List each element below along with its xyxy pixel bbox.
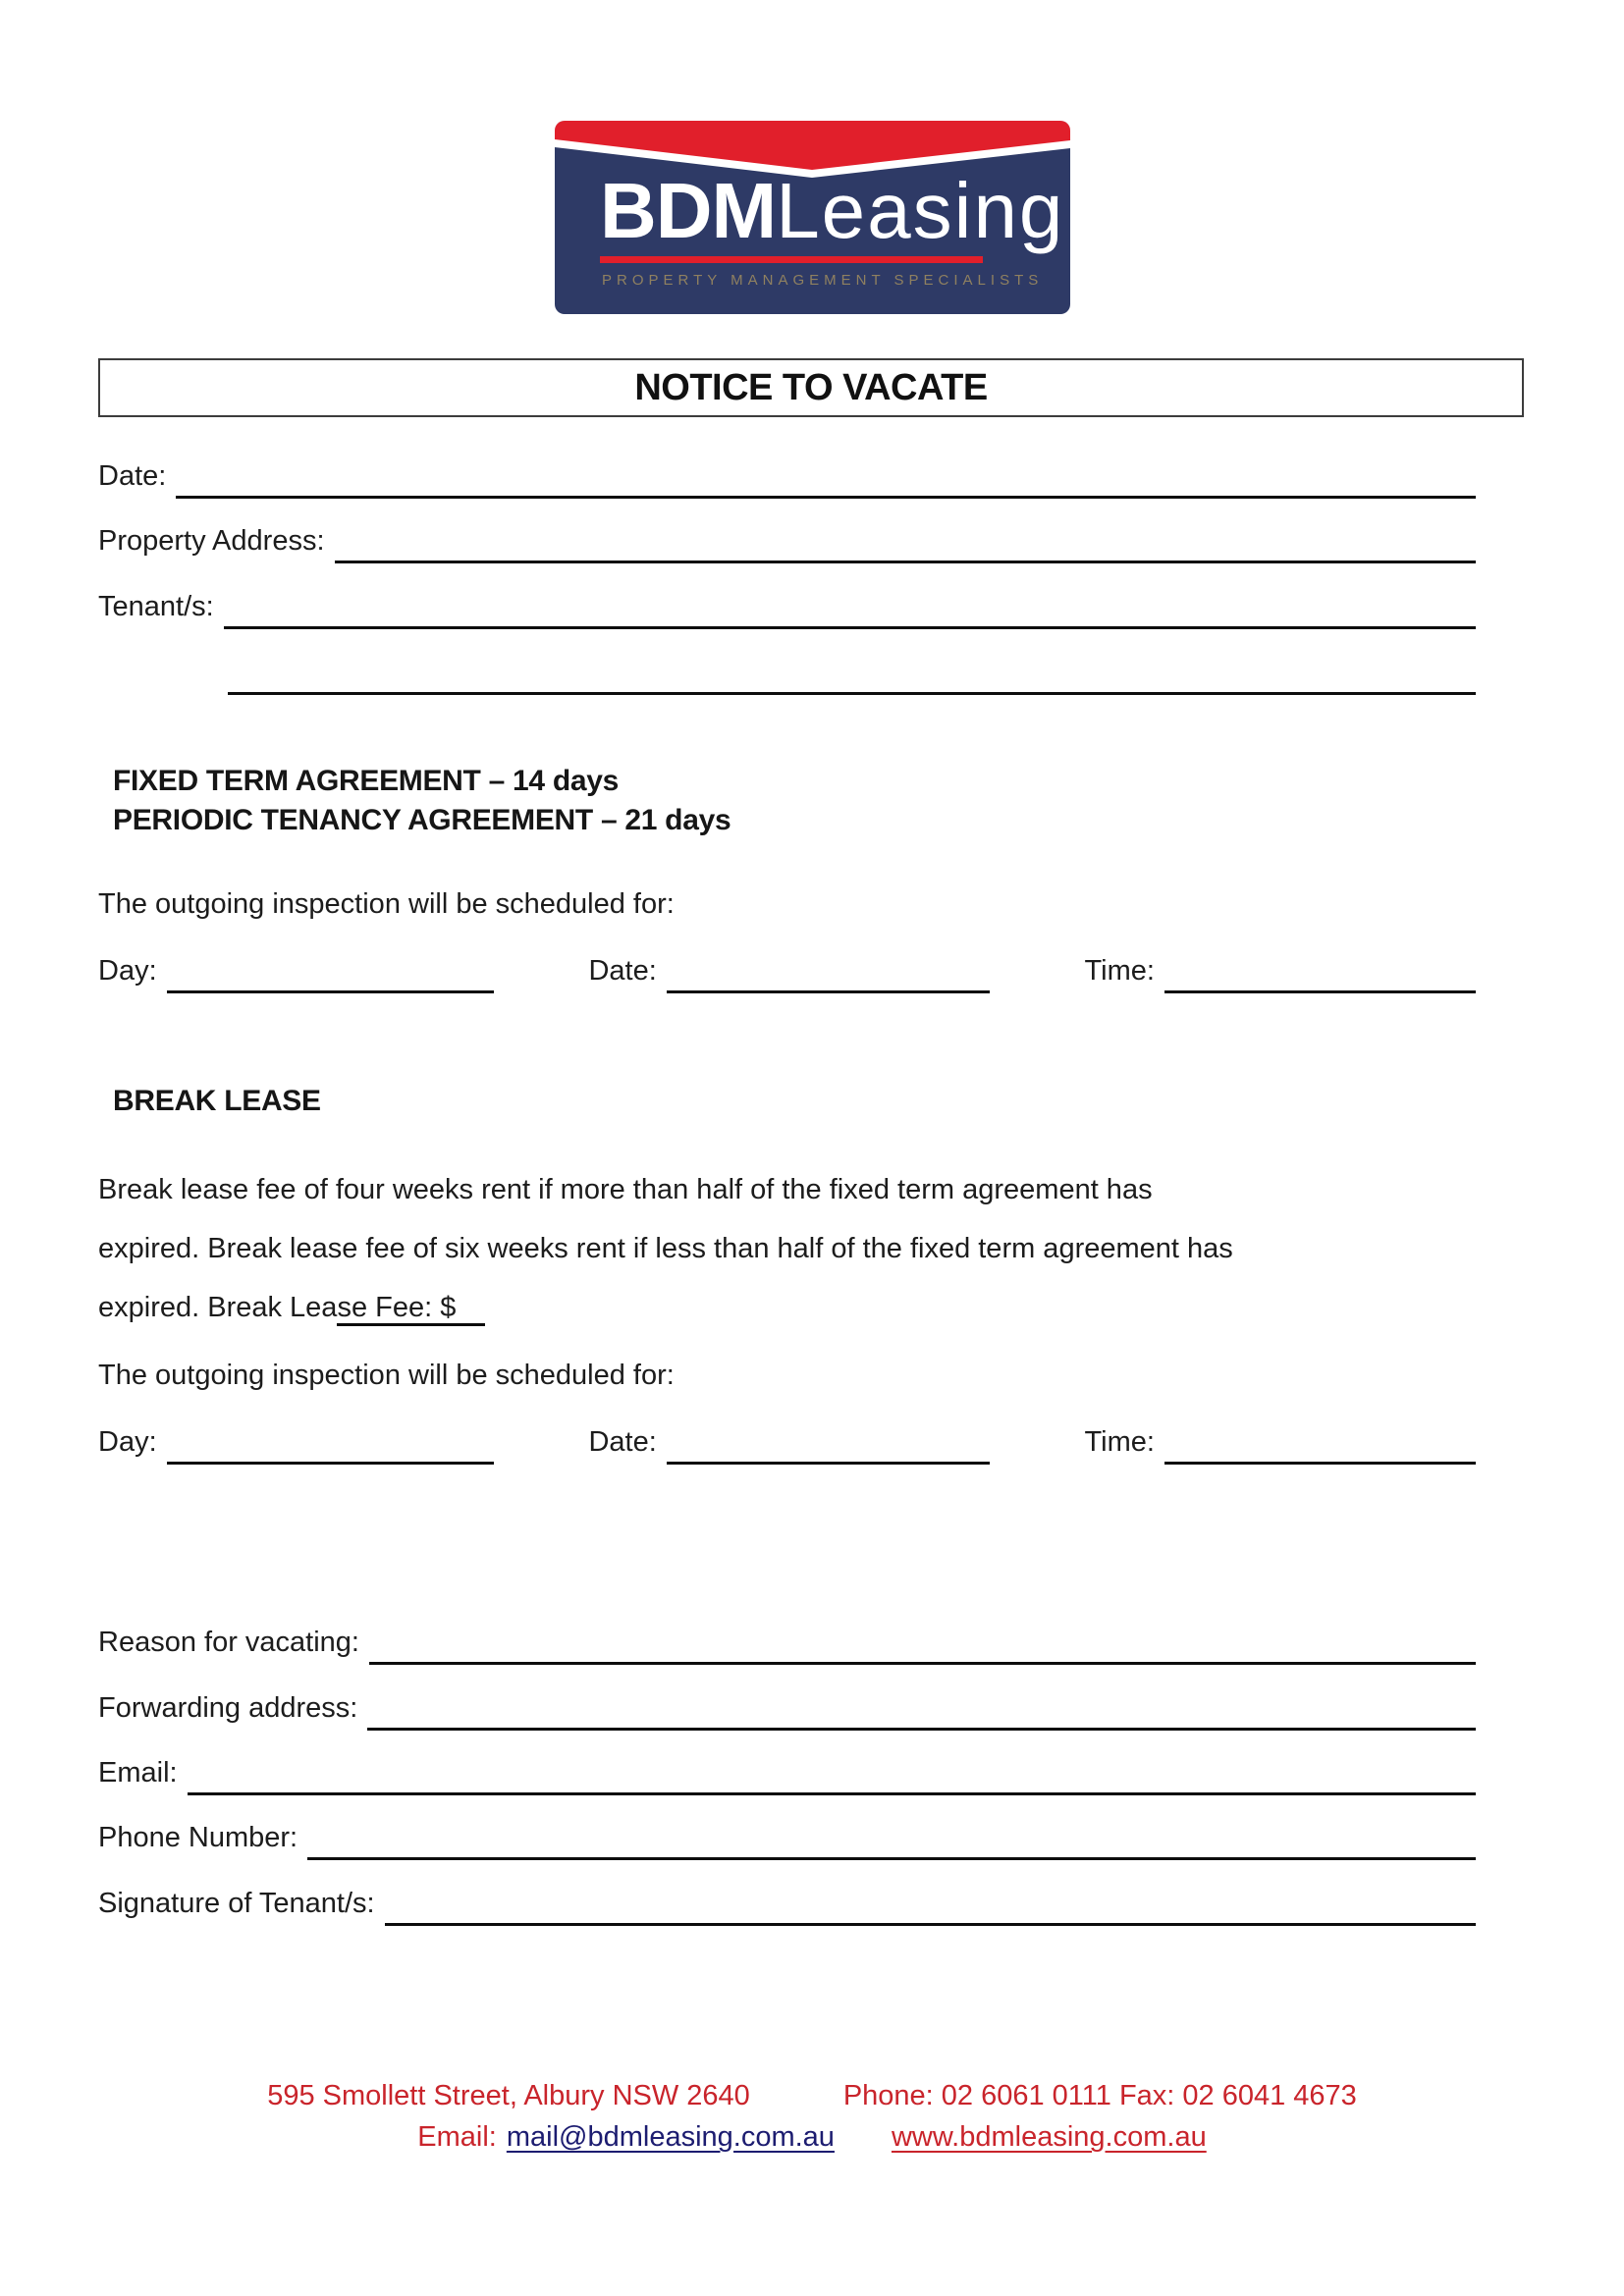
date-label: Date: <box>588 1426 657 1458</box>
time-input-line-1[interactable] <box>1164 948 1476 993</box>
date-field-1 <box>588 948 989 993</box>
break-lease-heading: BREAK LEASE <box>113 1085 321 1117</box>
date-input-line[interactable] <box>176 454 1476 499</box>
inspection-intro-1: The outgoing inspection will be scheduled for: <box>98 888 675 920</box>
forwarding-field-row <box>98 1685 1476 1731</box>
inspection-intro-2: The outgoing inspection will be scheduled for: <box>98 1360 675 1391</box>
break-lease-paragraph-line-3 <box>98 1286 485 1329</box>
email-field-row <box>98 1750 1476 1795</box>
footer-links-line <box>0 2116 1624 2158</box>
tenants-continuation-row <box>228 650 1476 695</box>
time-label: Time: <box>1084 955 1155 987</box>
date-field-2 <box>588 1419 989 1465</box>
reason-field-row <box>98 1620 1476 1665</box>
forwarding-label: Forwarding address: <box>98 1692 358 1724</box>
property-address-field-row <box>98 518 1476 563</box>
day-label: Day: <box>98 955 157 987</box>
day-label: Day: <box>98 1426 157 1458</box>
time-field-1 <box>1085 948 1476 993</box>
email-input-line[interactable] <box>188 1750 1476 1795</box>
website-link[interactable]: www.bdmleasing.com.au <box>891 2121 1207 2153</box>
tenants-field-row <box>98 584 1476 629</box>
break-lease-paragraph-line-1: Break lease fee of four weeks rent if more than half of the fixed term agreement has <box>98 1174 1153 1205</box>
break-lease-paragraph-line-2: expired. Break lease fee of six weeks rent if less than half of the fixed term agreement has <box>98 1233 1233 1264</box>
day-field-2 <box>98 1419 494 1465</box>
break-lease-fee-text: expired. Break Lea <box>98 1292 338 1323</box>
date-label: Date: <box>98 460 167 492</box>
signature-input-line[interactable] <box>385 1881 1476 1926</box>
reason-input-line[interactable] <box>369 1620 1476 1665</box>
page-title: NOTICE TO VACATE <box>634 366 988 408</box>
property-address-input-line[interactable] <box>335 518 1477 563</box>
logo-text-bdm: BDM <box>600 167 777 254</box>
time-label: Time: <box>1084 1426 1155 1458</box>
reason-label: Reason for vacating: <box>98 1627 359 1658</box>
time-field-2 <box>1085 1419 1476 1465</box>
phone-input-line[interactable] <box>307 1815 1476 1860</box>
email-link[interactable]: mail@bdmleasing.com.au <box>506 2121 835 2153</box>
signature-label: Signature of Tenant/s: <box>98 1888 375 1919</box>
phone-field-row <box>98 1815 1476 1860</box>
date-label: Date: <box>588 955 657 987</box>
tenants-label: Tenant/s: <box>98 591 214 622</box>
day-field-1 <box>98 948 494 993</box>
property-address-label: Property Address: <box>98 525 325 557</box>
date-input-line-1[interactable] <box>667 948 990 993</box>
footer-address-line <box>0 2075 1624 2116</box>
logo-wordmark <box>600 167 1065 254</box>
inspection-schedule-row-1 <box>98 948 1476 993</box>
periodic-tenancy-heading: PERIODIC TENANCY AGREEMENT – 21 days <box>113 804 731 836</box>
phone-label: Phone Number: <box>98 1822 298 1853</box>
footer-email-label: Email: <box>417 2121 497 2153</box>
signature-field-row <box>98 1881 1476 1926</box>
footer-street-address: 595 Smollett Street, Albury NSW 2640 <box>267 2080 750 2111</box>
tenants-input-line[interactable] <box>224 584 1476 629</box>
forwarding-input-line[interactable] <box>367 1685 1476 1731</box>
tenants-input-line-2[interactable] <box>228 650 1476 695</box>
date-field-row <box>98 454 1476 499</box>
day-input-line-2[interactable] <box>167 1419 494 1465</box>
break-lease-fee-input-line[interactable]: se Fee: $ <box>337 1292 485 1326</box>
title-box <box>98 358 1524 417</box>
bdm-leasing-logo <box>555 121 1070 314</box>
date-input-line-2[interactable] <box>667 1419 990 1465</box>
logo-text-leasing: Leasing <box>776 167 1065 254</box>
day-input-line-1[interactable] <box>167 948 494 993</box>
footer-phone-fax: Phone: 02 6061 0111 Fax: 02 6041 4673 <box>842 2080 1357 2111</box>
fixed-term-agreement-heading: FIXED TERM AGREEMENT – 14 days <box>113 765 620 797</box>
email-label: Email: <box>98 1757 178 1789</box>
time-input-line-2[interactable] <box>1164 1419 1476 1465</box>
logo-red-underline <box>600 256 983 263</box>
logo-tagline: PROPERTY MANAGEMENT SPECIALISTS <box>602 272 1044 289</box>
footer-email-group <box>417 2116 835 2158</box>
inspection-schedule-row-2 <box>98 1419 1476 1465</box>
